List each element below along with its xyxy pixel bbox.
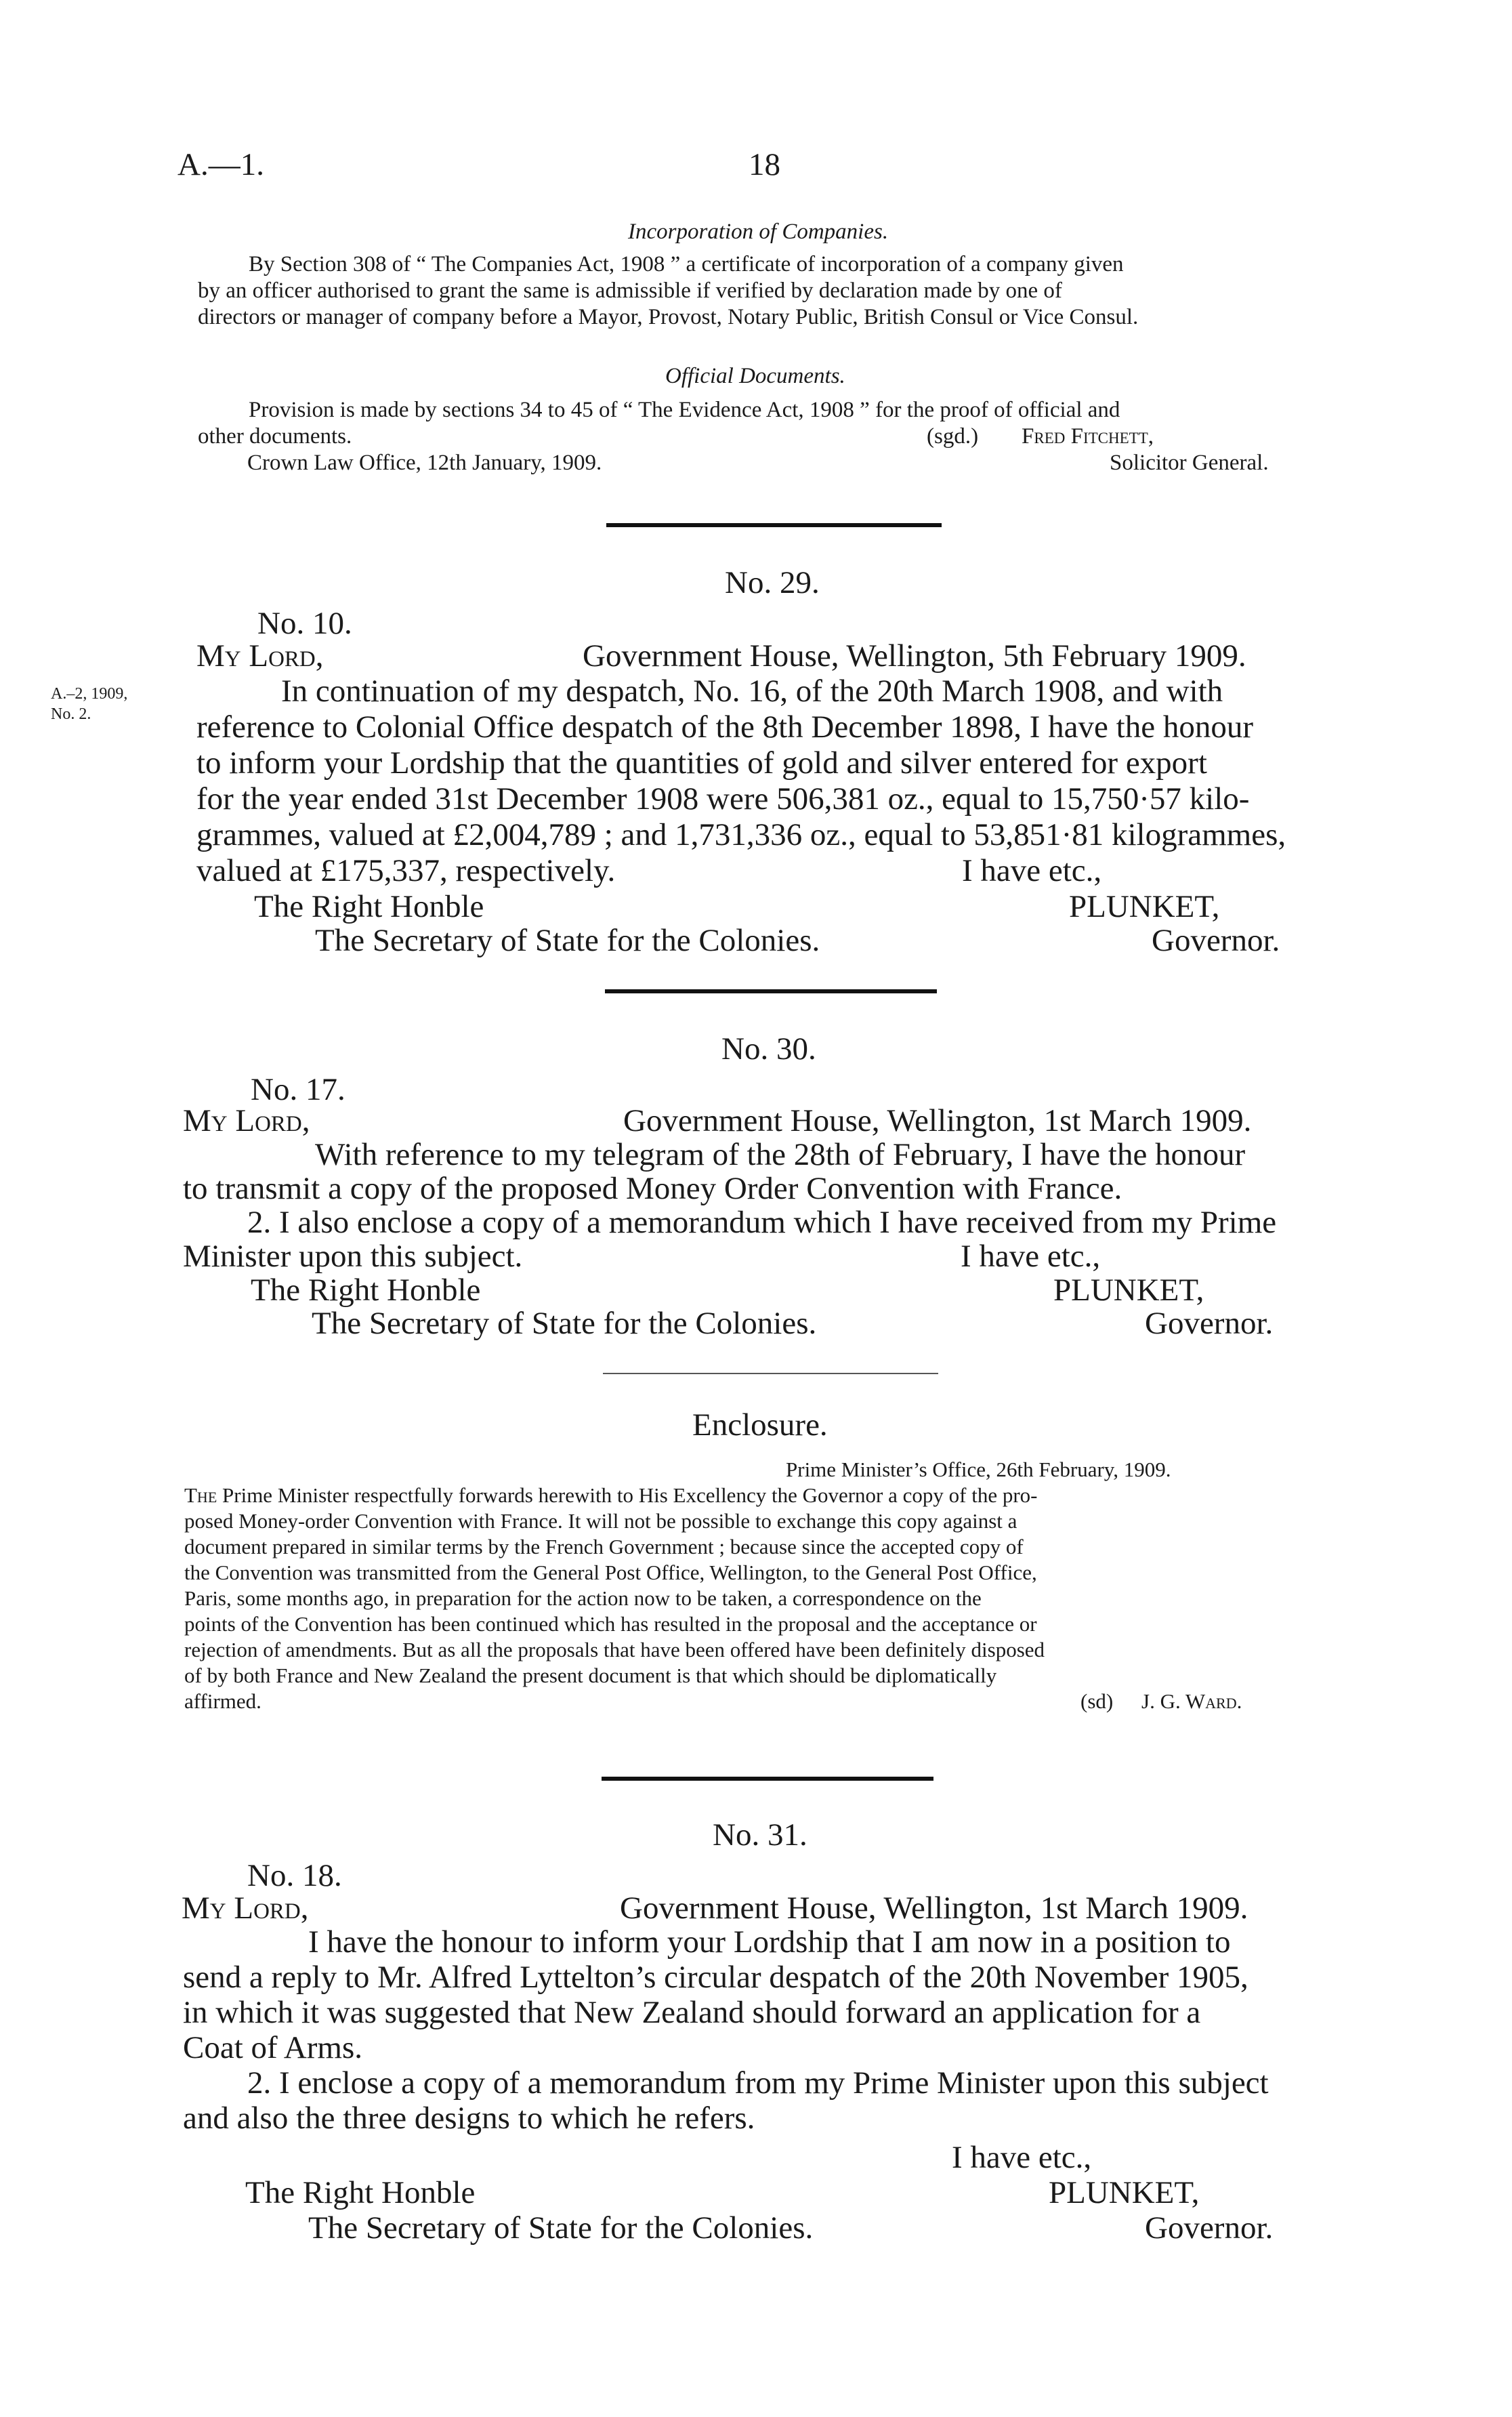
official-documents-line-1: Provision is made by sections 34 to 45 of “ The Evidence Act, 1908 ” for the proof of official and [249, 398, 1120, 422]
addressee-line-2: The Secretary of State for the Colonies. [308, 2210, 814, 2246]
document-number-31: No. 31. [713, 1817, 807, 1853]
enclosure-line: points of the Convention has been continued which has resulted in the proposal and the acceptance or [184, 1612, 1037, 1636]
signer-name: PLUNKET, [1069, 889, 1220, 924]
body-line: In continuation of my despatch, No. 16, of the 20th March 1908, and with [281, 674, 1223, 709]
document-number-30: No. 30. [721, 1031, 816, 1067]
section-divider [602, 1777, 933, 1781]
body-line: to transmit a copy of the proposed Money Order Convention with France. [183, 1171, 1122, 1206]
body-line: in which it was suggested that New Zealand should forward an application for a [183, 1995, 1201, 2030]
section-divider [605, 989, 937, 993]
signer-title: Governor. [1145, 1306, 1274, 1341]
enclosure-line: rejection of amendments. But as all the proposals that have been offered have been definitely disposed [184, 1638, 1045, 1661]
margin-reference: A.–2, 1909, [51, 685, 128, 703]
enclosure-line-1: The Prime Minister respectfully forwards herewith to His Excellency the Governor a copy of the pro- [184, 1483, 1038, 1507]
addressee-line-1: The Right Honble [245, 2175, 476, 2210]
enclosure-line: the Convention was transmitted from the General Post Office, Wellington, to the General Post Office, [184, 1561, 1037, 1584]
body-line: 2. I also enclose a copy of a memorandum which I have received from my Prime [247, 1205, 1277, 1240]
place-date: Government House, Wellington, 1st March 1909. [620, 1891, 1248, 1926]
closing: I have etc., [961, 1239, 1101, 1274]
body-line: valued at £175,337, respectively. [196, 853, 616, 888]
addressee-line-1: The Right Honble [254, 889, 484, 924]
sgd-mark: (sgd.) [927, 424, 979, 449]
body-line: and also the three designs to which he refers. [183, 2101, 755, 2136]
despatch-number: No. 18. [247, 1858, 342, 1893]
place-date: Government House, Wellington, 1st March 1909. [623, 1103, 1252, 1138]
closing: I have etc., [952, 2140, 1092, 2175]
enclosure-line: affirmed. [184, 1689, 261, 1713]
incorporation-line-3: directors or manager of company before a Mayor, Provost, Notary Public, British Consul or Vice Consul. [198, 305, 1139, 329]
section-heading-incorporation: Incorporation of Companies. [628, 220, 889, 244]
incorporation-line-1: By Section 308 of “ The Companies Act, 1908 ” a certificate of incorporation of a company given [249, 252, 1124, 276]
body-line: to inform your Lordship that the quantities of gold and silver entered for export [196, 745, 1207, 781]
body-line: Coat of Arms. [183, 2030, 363, 2065]
body-line: reference to Colonial Office despatch of the 8th December 1898, I have the honour [196, 709, 1253, 745]
salutation: My Lord, [196, 638, 324, 674]
incorporation-line-2: by an officer authorised to grant the same is admissible if verified by declaration made by one of [198, 278, 1062, 303]
body-line: for the year ended 31st December 1908 were 506,381 oz., equal to 15,750·57 kilo- [196, 781, 1250, 817]
page-number: 18 [749, 147, 780, 182]
section-divider [606, 523, 942, 527]
addressee-line-2: The Secretary of State for the Colonies. [312, 1306, 817, 1341]
signer-title: Governor. [1145, 2210, 1274, 2246]
enclosure-heading: Enclosure. [692, 1407, 828, 1443]
signer-name: PLUNKET, [1053, 1273, 1204, 1308]
salutation: My Lord, [183, 1103, 310, 1138]
addressee-line-2: The Secretary of State for the Colonies. [315, 923, 820, 958]
solicitor-title: Solicitor General. [1110, 451, 1269, 475]
addressee-line-1: The Right Honble [251, 1273, 481, 1308]
despatch-number: No. 10. [257, 606, 352, 641]
enclosure-line: posed Money-order Convention with France. It will not be possible to exchange this copy against a [184, 1509, 1017, 1533]
signer-title: Governor. [1152, 923, 1280, 958]
enclosure-lead-word: The [184, 1483, 217, 1507]
document-reference: A.—1. [177, 147, 264, 182]
body-line: send a reply to Mr. Alfred Lyttelton’s circular despatch of the 20th November 1905, [183, 1960, 1248, 1995]
salutation: My Lord, [182, 1891, 309, 1926]
enclosure-signer: J. G. Ward. [1141, 1689, 1242, 1713]
enclosure-line: document prepared in similar terms by the French Government ; because since the accepted copy of [184, 1535, 1024, 1558]
despatch-number: No. 17. [251, 1072, 345, 1107]
margin-reference: No. 2. [51, 705, 91, 723]
enclosure-line: Paris, some months ago, in preparation for the action now to be taken, a correspondence on the [184, 1586, 982, 1610]
enclosure-dateline: Prime Minister’s Office, 26th February, 1909. [786, 1458, 1171, 1481]
closing: I have etc., [962, 853, 1102, 888]
crown-law-office-date: Crown Law Office, 12th January, 1909. [247, 451, 602, 475]
sd-mark: (sd) [1080, 1689, 1114, 1713]
enclosure-line: of by both France and New Zealand the present document is that which should be diplomatically [184, 1664, 997, 1687]
place-date: Government House, Wellington, 5th February 1909. [583, 638, 1246, 674]
solicitor-signature: Fred Fitchett, [1022, 424, 1154, 449]
section-divider [603, 1373, 938, 1374]
document-number-29: No. 29. [725, 565, 820, 600]
signer-name: PLUNKET, [1049, 2175, 1200, 2210]
body-line: grammes, valued at £2,004,789 ; and 1,731,336 oz., equal to 53,851·81 kilogrammes, [196, 817, 1286, 852]
body-line: With reference to my telegram of the 28th of February, I have the honour [315, 1137, 1246, 1172]
section-heading-official-documents: Official Documents. [665, 364, 845, 388]
body-line: Minister upon this subject. [183, 1239, 523, 1274]
official-documents-line-2: other documents. [198, 424, 352, 449]
body-line: 2. I enclose a copy of a memorandum from my Prime Minister upon this subject [247, 2065, 1269, 2101]
body-line: I have the honour to inform your Lordship that I am now in a position to [308, 1924, 1231, 1960]
